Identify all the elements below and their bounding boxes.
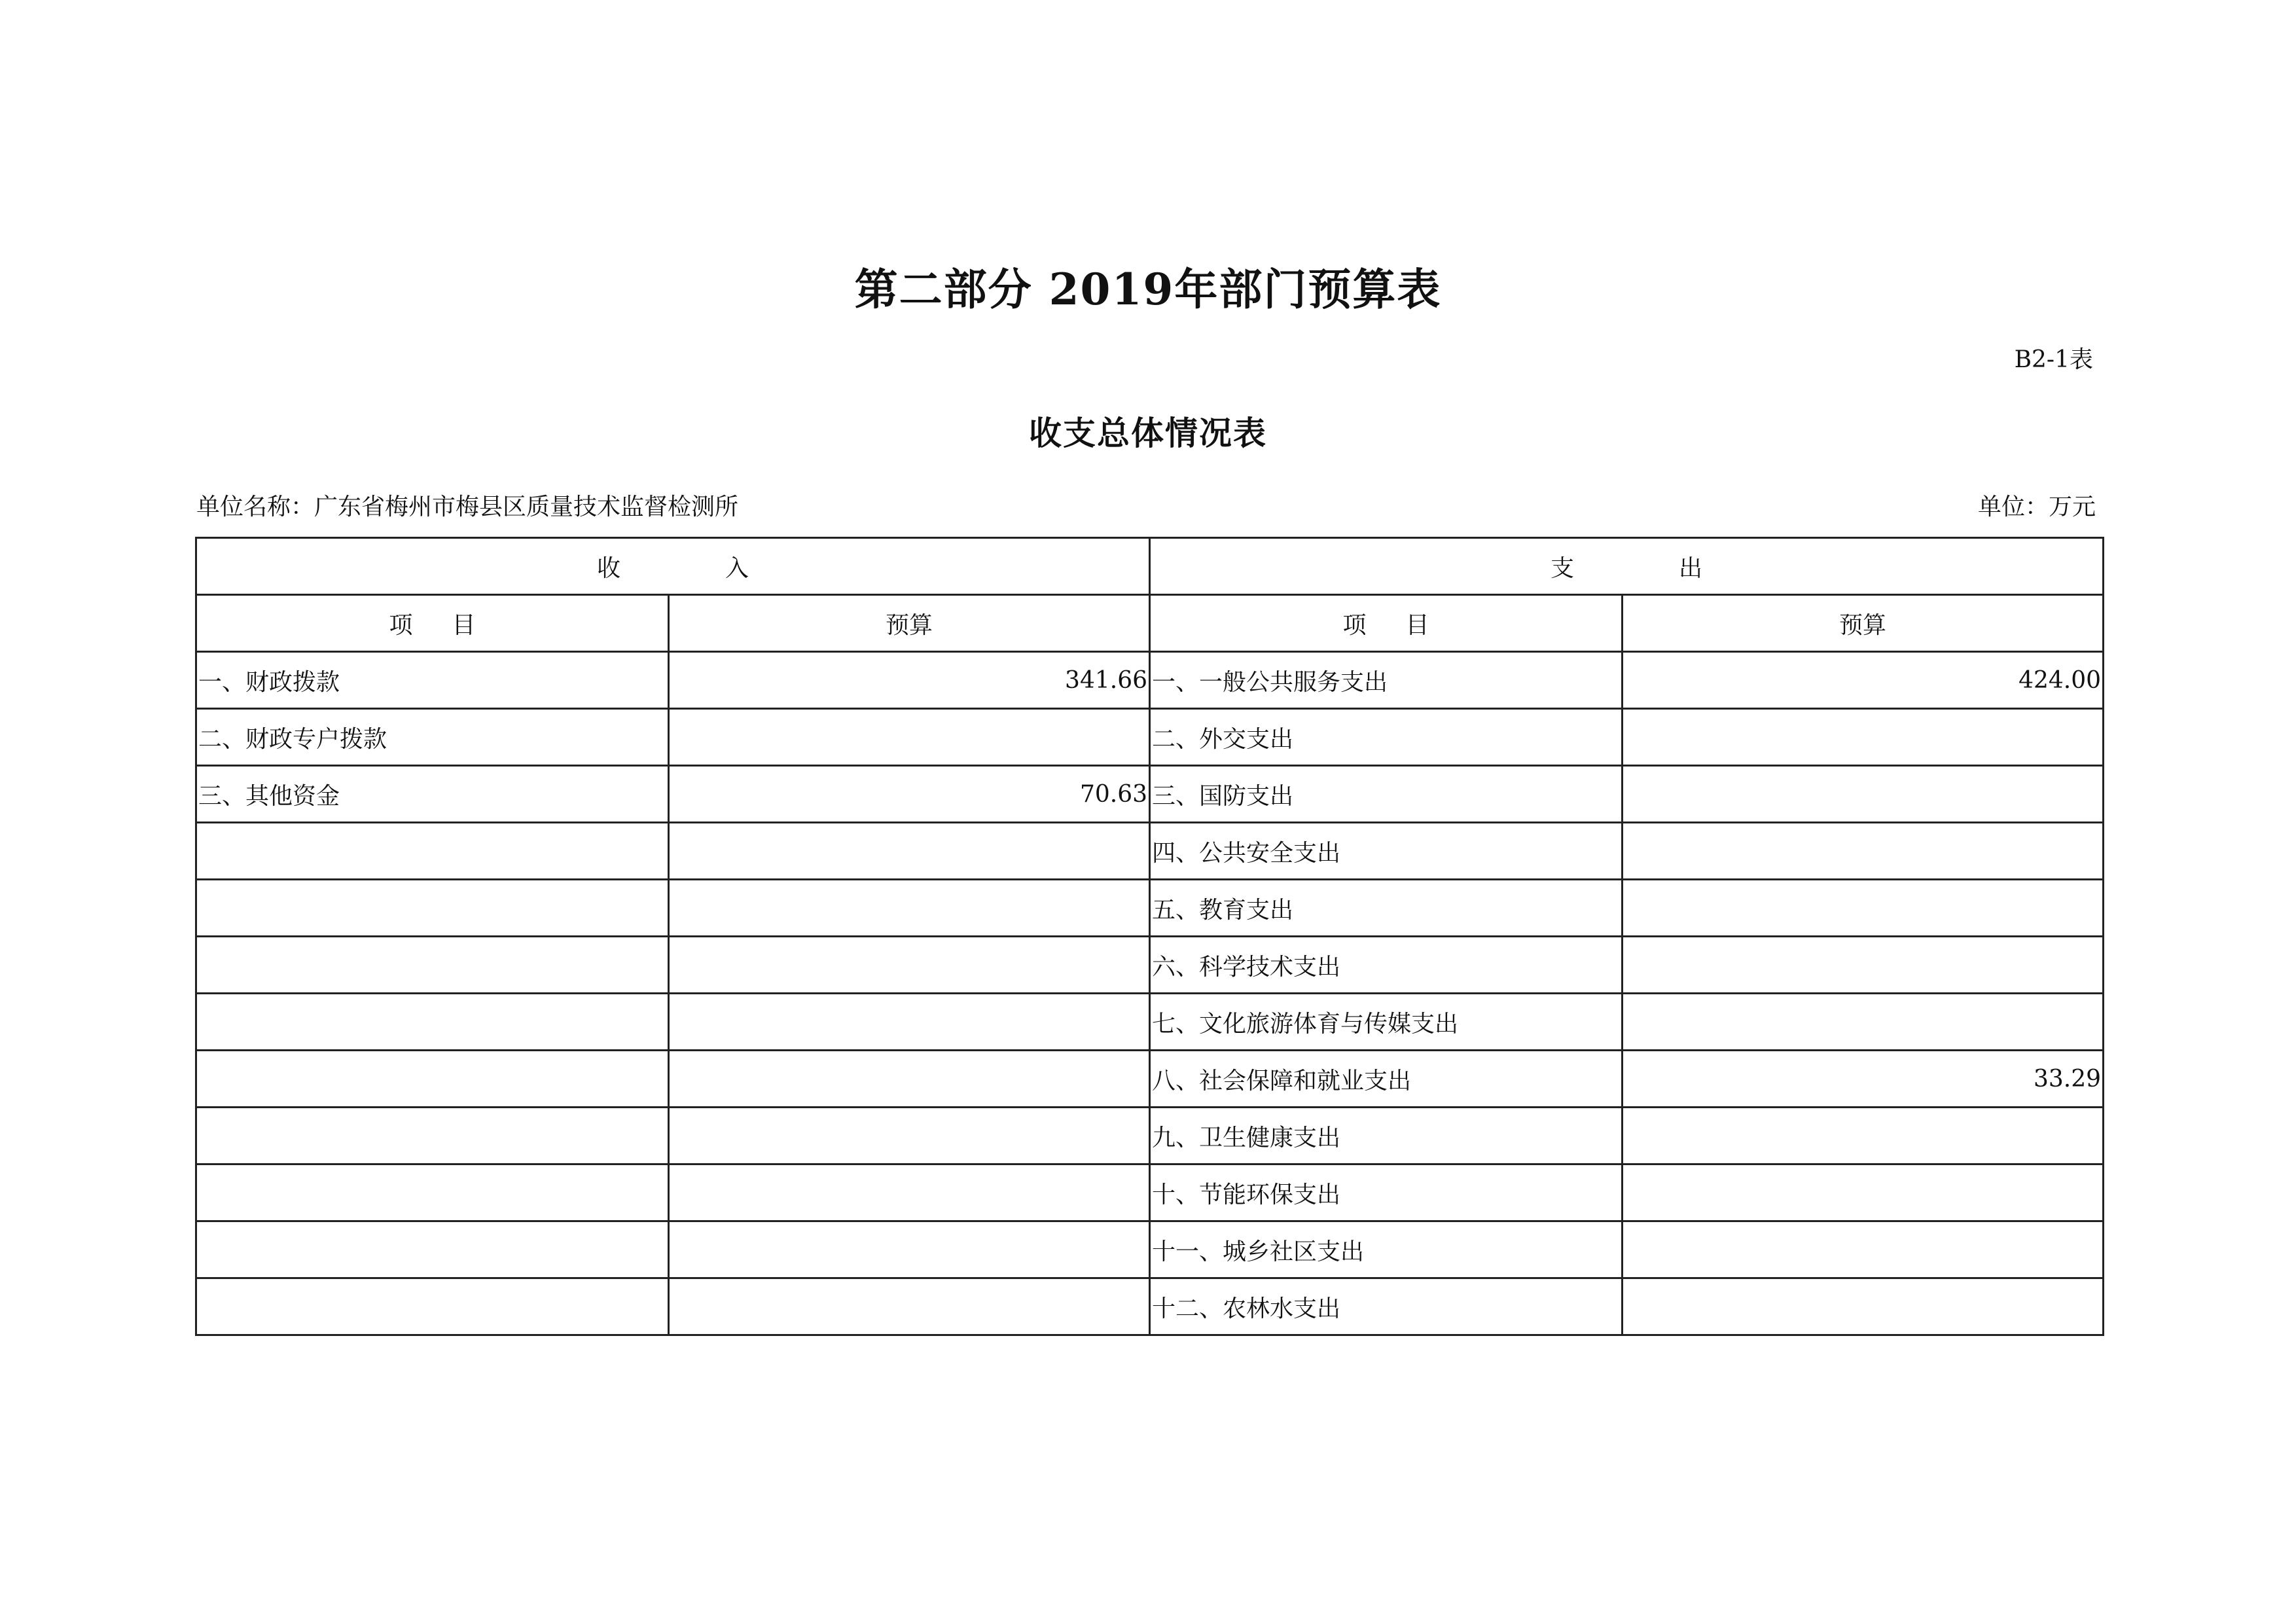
expense-item: 七、文化旅游体育与传媒支出 [1150,994,1623,1051]
unit-name: 单位名称：广东省梅州市梅县区质量技术监督检测所 [196,494,739,520]
income-budget [669,1278,1150,1335]
table-row [196,652,2104,709]
income-budget-header: 预算 [669,595,1150,652]
income-item [196,1278,669,1335]
income-budget [669,1221,1150,1278]
income-budget [669,823,1150,880]
income-budget [669,1051,1150,1108]
expense-budget [1623,709,2104,766]
income-item [196,823,669,880]
income-item [196,1221,669,1278]
expense-item: 四、公共安全支出 [1150,823,1623,880]
table-title: 收支总体情况表 [1029,414,1267,452]
expense-budget [1623,937,2104,994]
expense-group-header: 支出 [1150,538,2104,595]
expense-budget [1623,766,2104,823]
income-budget: 341.66 [669,652,1150,709]
table-row [196,1278,2104,1335]
expense-budget [1623,994,2104,1051]
table-row [196,1051,2104,1108]
expense-item: 十一、城乡社区支出 [1150,1221,1623,1278]
unit-currency: 单位：万元 [1977,494,2096,520]
table-row [196,1221,2104,1278]
income-group-header: 收入 [196,538,1150,595]
table-row [196,766,2104,823]
expense-item: 六、科学技术支出 [1150,937,1623,994]
income-item [196,1164,669,1221]
income-item [196,994,669,1051]
income-budget [669,880,1150,937]
page-title: 第二部分 2019年部门预算表 [854,264,1442,315]
column-header-row [196,595,2104,652]
income-item: 三、其他资金 [196,766,669,823]
expense-budget [1623,880,2104,937]
table-row [196,880,2104,937]
expense-budget [1623,1278,2104,1335]
income-budget [669,1108,1150,1164]
expense-item: 十、节能环保支出 [1150,1164,1623,1221]
expense-budget-header: 预算 [1623,595,2104,652]
income-item [196,880,669,937]
expense-item: 三、国防支出 [1150,766,1623,823]
income-budget: 70.63 [669,766,1150,823]
income-budget [669,994,1150,1051]
income-item: 一、财政拨款 [196,652,669,709]
budget-table [195,537,2104,1336]
income-item [196,937,669,994]
table-row [196,709,2104,766]
table-row [196,1108,2104,1164]
expense-item: 九、卫生健康支出 [1150,1108,1623,1164]
table-code: B2-1表 [2014,346,2093,373]
unit-info-row [196,488,2096,527]
income-budget [669,709,1150,766]
expense-item-header: 项目 [1150,595,1623,652]
income-item [196,1051,669,1108]
income-item [196,1108,669,1164]
expense-budget [1623,1164,2104,1221]
income-budget [669,937,1150,994]
table-row [196,937,2104,994]
table-row [196,823,2104,880]
table-row [196,994,2104,1051]
expense-budget: 424.00 [1623,652,2104,709]
income-item: 二、财政专户拨款 [196,709,669,766]
expense-budget: 33.29 [1623,1051,2104,1108]
expense-budget [1623,1221,2104,1278]
expense-item: 一、一般公共服务支出 [1150,652,1623,709]
income-item-header: 项目 [196,595,669,652]
group-header-row [196,538,2104,595]
expense-item: 二、外交支出 [1150,709,1623,766]
expense-item: 十二、农林水支出 [1150,1278,1623,1335]
income-budget [669,1164,1150,1221]
expense-budget [1623,823,2104,880]
expense-item: 八、社会保障和就业支出 [1150,1051,1623,1108]
expense-item: 五、教育支出 [1150,880,1623,937]
table-row [196,1164,2104,1221]
expense-budget [1623,1108,2104,1164]
